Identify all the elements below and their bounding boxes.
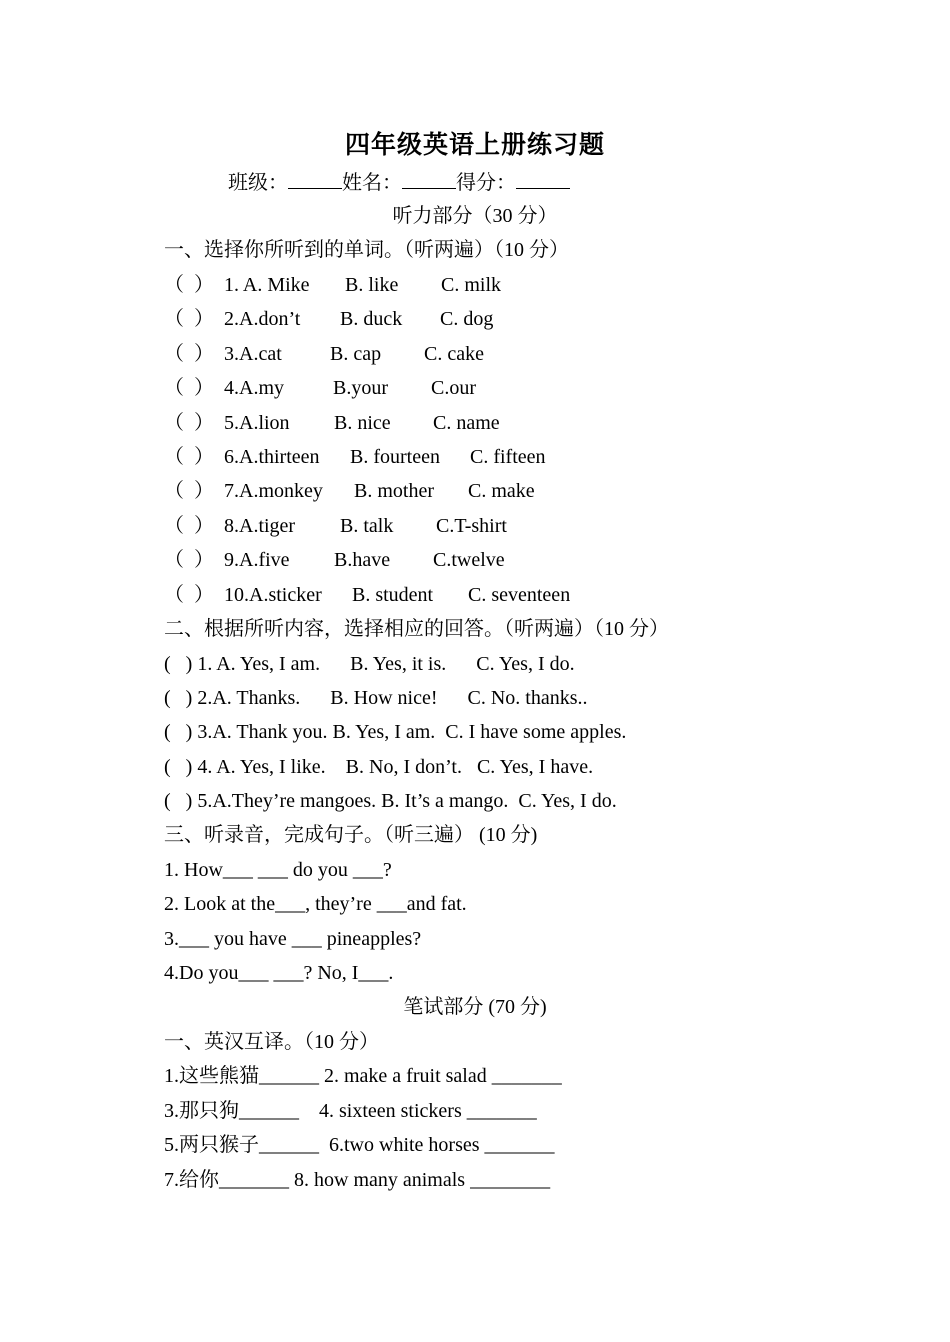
student-info-row xyxy=(228,170,570,195)
answer-parentheses: （ ） xyxy=(164,549,214,571)
listening-part2-item: ( ) 5.A.They’re mangoes. B. It’s a mango. C. Yes, I do. xyxy=(164,790,617,812)
option-a: 6.A.thirteen xyxy=(224,446,320,468)
listening-part3-item: 1. How___ ___ do you ___? xyxy=(164,859,392,881)
option-b: B. fourteen xyxy=(350,446,440,468)
listening-part2-item: ( ) 2.A. Thanks. B. How nice! C. No. thanks.. xyxy=(164,687,588,709)
worksheet-title: 四年级英语上册练习题 xyxy=(344,132,605,159)
writing-heading: 笔试部分 (70 分) xyxy=(403,996,547,1018)
writing-part1-item: 1.这些熊猫______ 2. make a fruit salad _______ xyxy=(164,1065,562,1087)
listening-part2-item: ( ) 3.A. Thank you. B. Yes, I am. C. I have some apples. xyxy=(164,721,627,743)
name-label: 姓名： xyxy=(342,172,402,194)
answer-parentheses: （ ） xyxy=(164,412,214,434)
listening-part1-heading: 一、选择你所听到的单词。（听两遍）（10 分） xyxy=(164,239,569,261)
listening-part2-item: ( ) 1. A. Yes, I am. B. Yes, it is. C. Yes, I do. xyxy=(164,653,575,675)
option-b: B. duck xyxy=(340,308,403,330)
option-a: 4.A.my xyxy=(224,377,284,399)
option-c: C.twelve xyxy=(433,549,505,571)
option-b: B. talk xyxy=(340,515,394,537)
writing-part1-heading: 一、英汉互译。（10 分） xyxy=(164,1031,379,1053)
listening-part3-item: 4.Do you___ ___? No, I___. xyxy=(164,962,394,984)
option-b: B. mother xyxy=(354,480,434,502)
option-c: C. milk xyxy=(441,274,502,296)
option-b: B. like xyxy=(345,274,399,296)
option-a: 1. A. Mike xyxy=(224,274,310,296)
option-c: C.our xyxy=(431,377,476,399)
listening-heading: 听力部分（30 分） xyxy=(392,205,558,227)
option-a: 5.A.lion xyxy=(224,412,290,434)
option-b: B.your xyxy=(333,377,388,399)
option-a: 7.A.monkey xyxy=(224,480,323,502)
listening-part3-item: 3.___ you have ___ pineapples? xyxy=(164,928,422,950)
option-b: B. student xyxy=(352,584,434,606)
answer-parentheses: （ ） xyxy=(164,584,214,606)
writing-part1-item: 5.两只猴子______ 6.two white horses _______ xyxy=(164,1134,555,1156)
option-c: C. dog xyxy=(440,308,494,330)
option-c: C. fifteen xyxy=(470,446,546,468)
option-c: C. make xyxy=(468,480,535,502)
option-c: C.T-shirt xyxy=(436,515,507,537)
option-a: 2.A.don’t xyxy=(224,308,301,330)
answer-parentheses: （ ） xyxy=(164,377,214,399)
listening-part3-item: 2. Look at the___, they’re ___and fat. xyxy=(164,893,467,915)
option-c: C. seventeen xyxy=(468,584,571,606)
listening-part2-heading: 二、根据所听内容，选择相应的回答。（听两遍）（10 分） xyxy=(164,618,669,640)
option-a: 9.A.five xyxy=(224,549,290,571)
option-b: B. nice xyxy=(334,412,391,434)
class-blank xyxy=(288,170,342,189)
option-b: B.have xyxy=(334,549,391,571)
answer-parentheses: （ ） xyxy=(164,274,214,296)
option-a: 10.A.sticker xyxy=(224,584,322,606)
option-a: 8.A.tiger xyxy=(224,515,296,537)
answer-parentheses: （ ） xyxy=(164,308,214,330)
answer-parentheses: （ ） xyxy=(164,446,214,468)
class-label: 班级： xyxy=(228,172,288,194)
option-c: C. name xyxy=(433,412,500,434)
listening-part3-heading: 三、听录音，完成句子。（听三遍） (10 分) xyxy=(164,824,538,846)
name-blank xyxy=(402,170,456,189)
writing-part1-item: 7.给你_______ 8. how many animals ________ xyxy=(164,1169,551,1191)
answer-parentheses: （ ） xyxy=(164,343,214,365)
score-label: 得分： xyxy=(456,172,516,194)
writing-part1-item: 3.那只狗______ 4. sixteen stickers _______ xyxy=(164,1100,537,1122)
answer-parentheses: （ ） xyxy=(164,515,214,537)
option-a: 3.A.cat xyxy=(224,343,282,365)
listening-part2-item: ( ) 4. A. Yes, I like. B. No, I don’t. C. Yes, I have. xyxy=(164,756,594,778)
option-b: B. cap xyxy=(330,343,382,365)
option-c: C. cake xyxy=(424,343,484,365)
answer-parentheses: （ ） xyxy=(164,480,214,502)
score-blank xyxy=(516,170,570,189)
